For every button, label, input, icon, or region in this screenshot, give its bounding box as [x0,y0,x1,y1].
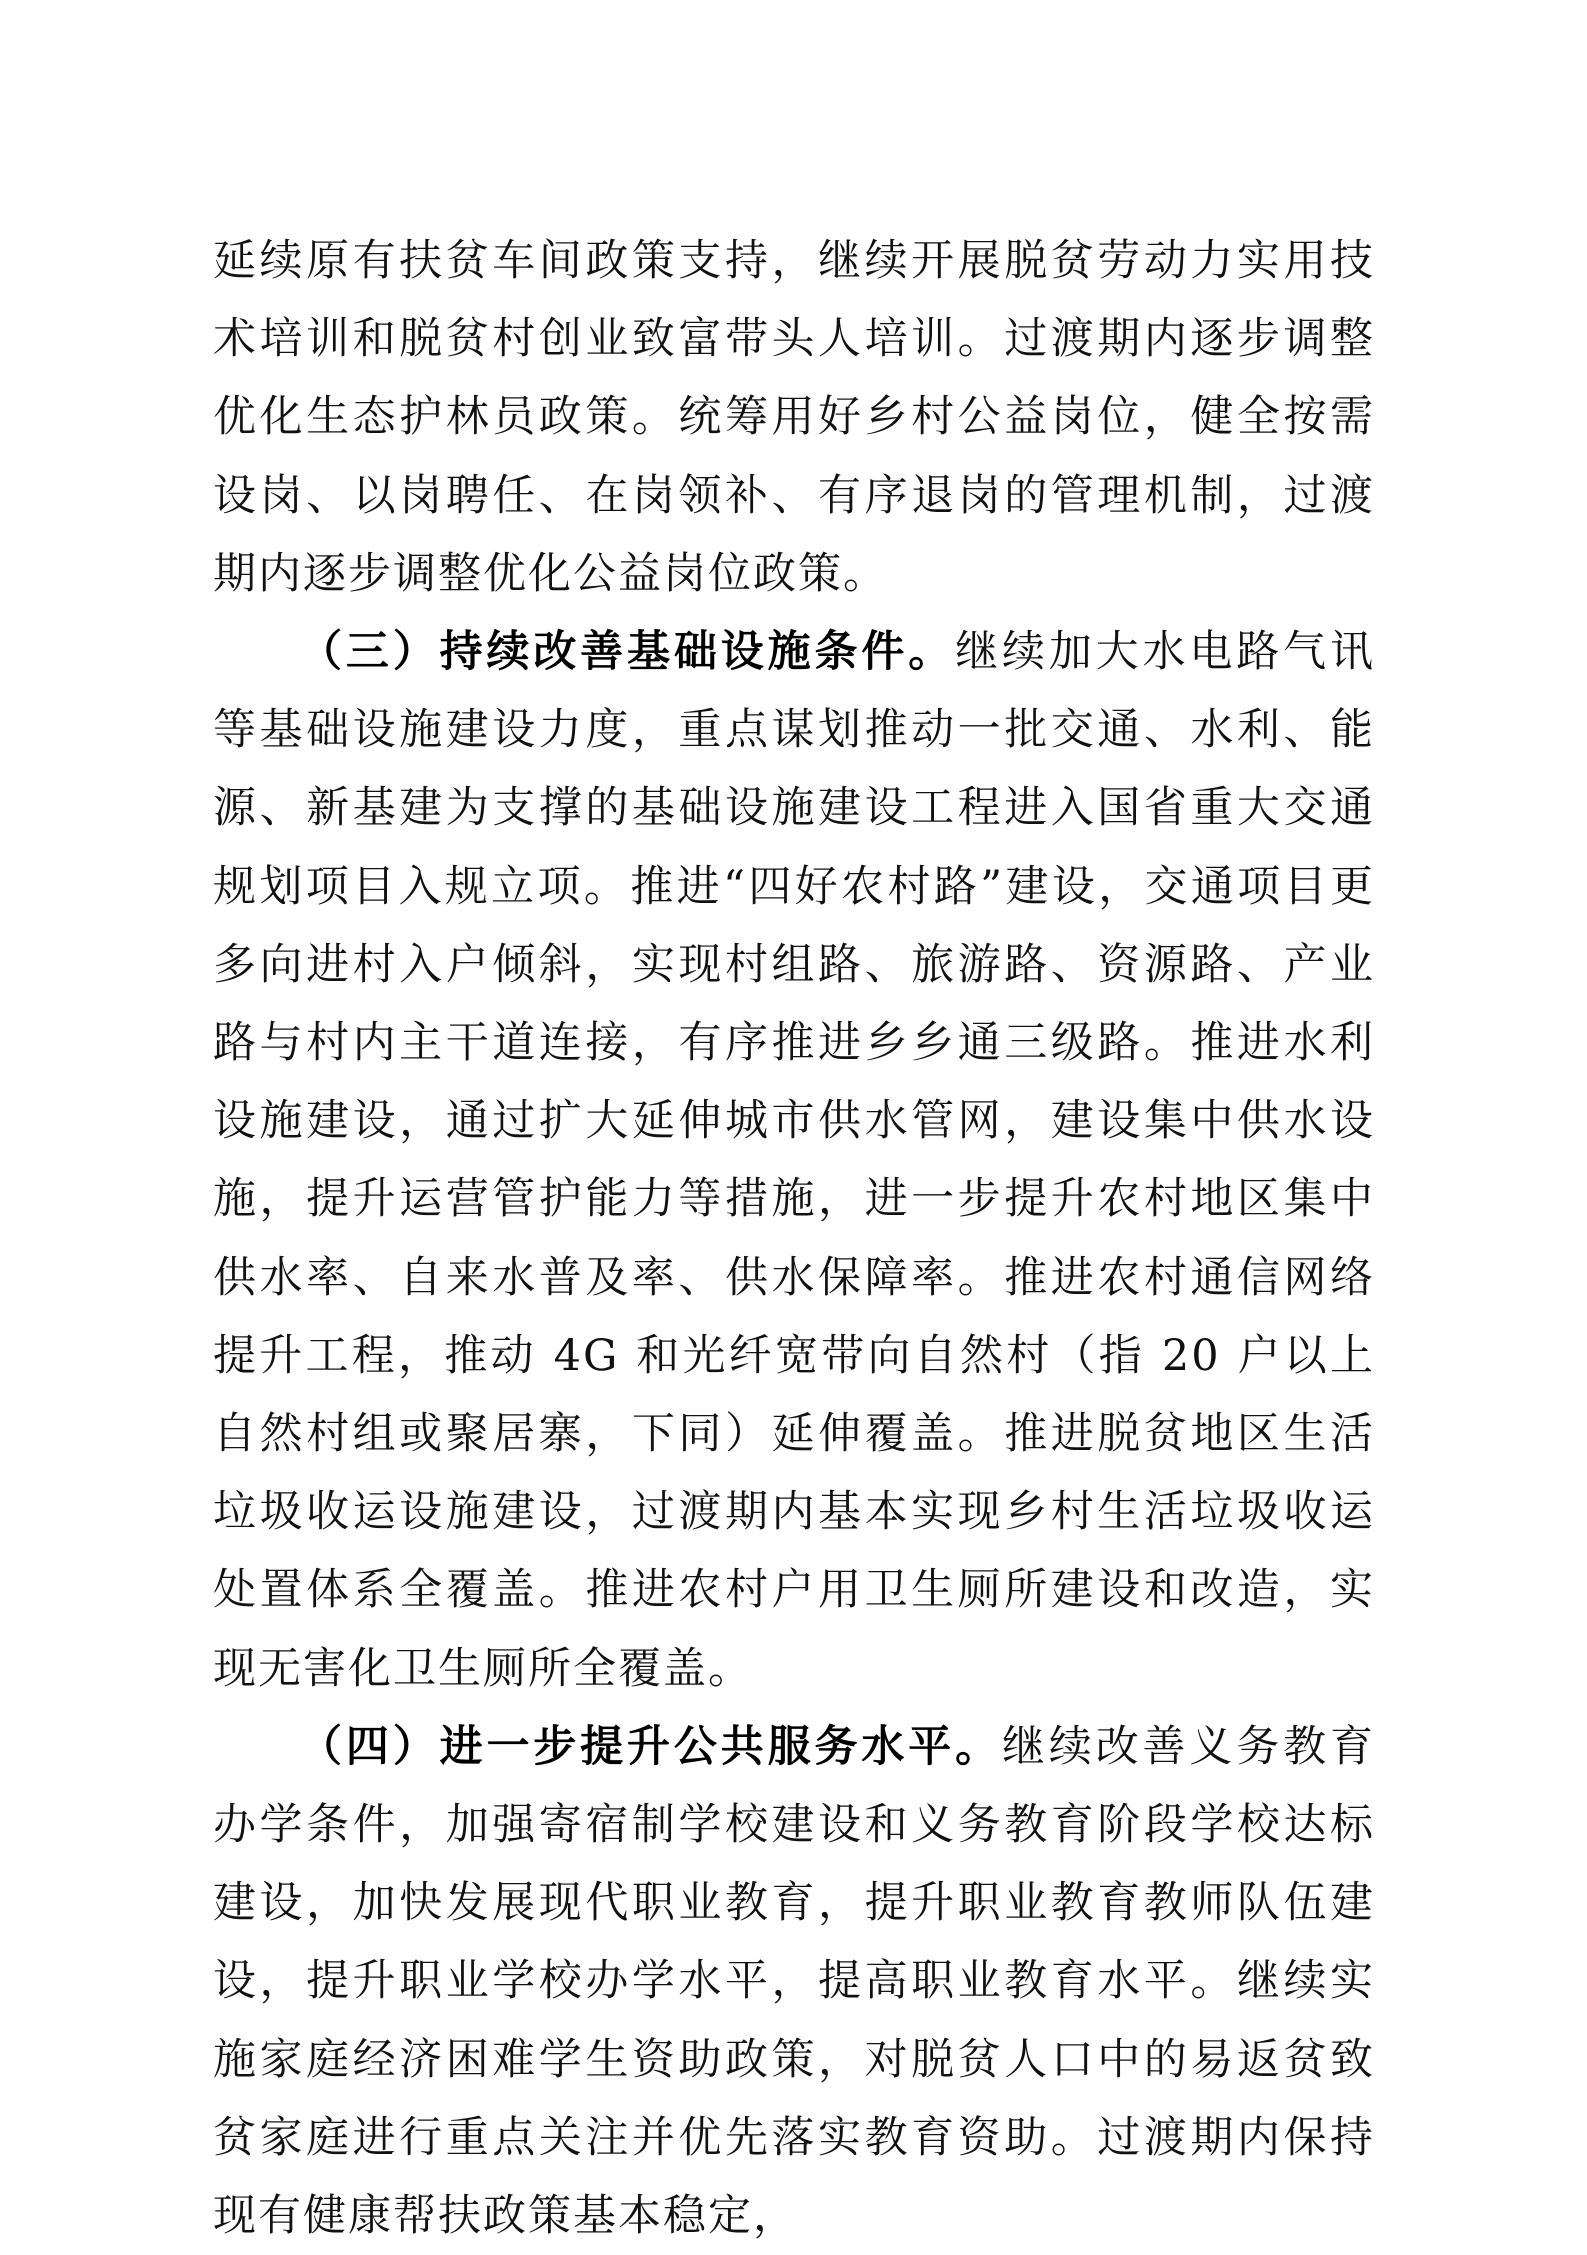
paragraph-3 [213,1708,1375,2255]
paragraph-1-text: 延续原有扶贫车间政策支持，继续开展脱贫劳动力实用技术培训和脱贫村创业致富带头人培训。过渡期内逐步调整优化生态护林员政策。统筹用好乡村公益岗位，健全按需设岗、以岗聘任、在岗领补、有序退岗的管理机制，过渡期内逐步调整优化公益岗位政策。 [213,236,1375,599]
section-heading-3: （三）持续改善基础设施条件。 [299,627,956,678]
document-body [213,222,1375,2255]
paragraph-3-text: 继续改善义务教育办学条件，加强寄宿制学校建设和义务教育阶段学校达标建设，加快发展现代职业教育，提升职业教育教师队伍建设，提升职业学校办学水平，提高职业教育水平。继续实施家庭经济困难学生资助政策，对脱贫人口中的易返贫致贫家庭进行重点关注并优先落实教育资助。过渡期内保持现有健康帮扶政策基本稳定， [213,1721,1376,2242]
paragraph-1 [213,222,1375,613]
paragraph-2-text: 继续加大水电路气讯等基础设施建设力度，重点谋划推动一批交通、水利、能源、新基建为支撑的基础设施建设工程进入国省重大交通规划项目入规立项。推进“四好农村路”建设，交通项目更多向进村入户倾斜，实现村组路、旅游路、资源路、产业路与村内主干道连接，有序推进乡乡通三级路。推进水利设施建设，通过扩大延伸城市供水管网，建设集中供水设施，提升运营管护能力等措施，进一步提升农村地区集中供水率、自来水普及率、供水保障率。推进农村通信网络提升工程，推动 4G 和光纤宽带向自然村（指 20 户以上自然村组或聚居寨，下同）延伸覆盖。推进脱贫地区生活垃圾收运设施建设，过渡期内基本实现乡村生活垃圾收运处置体系全覆盖。推进农村户用卫生厕所建设和改造，实现无害化卫生厕所全覆盖。 [213,627,1376,1694]
section-heading-4: （四）进一步提升公共服务水平。 [299,1721,1002,1772]
paragraph-2 [213,613,1375,1708]
